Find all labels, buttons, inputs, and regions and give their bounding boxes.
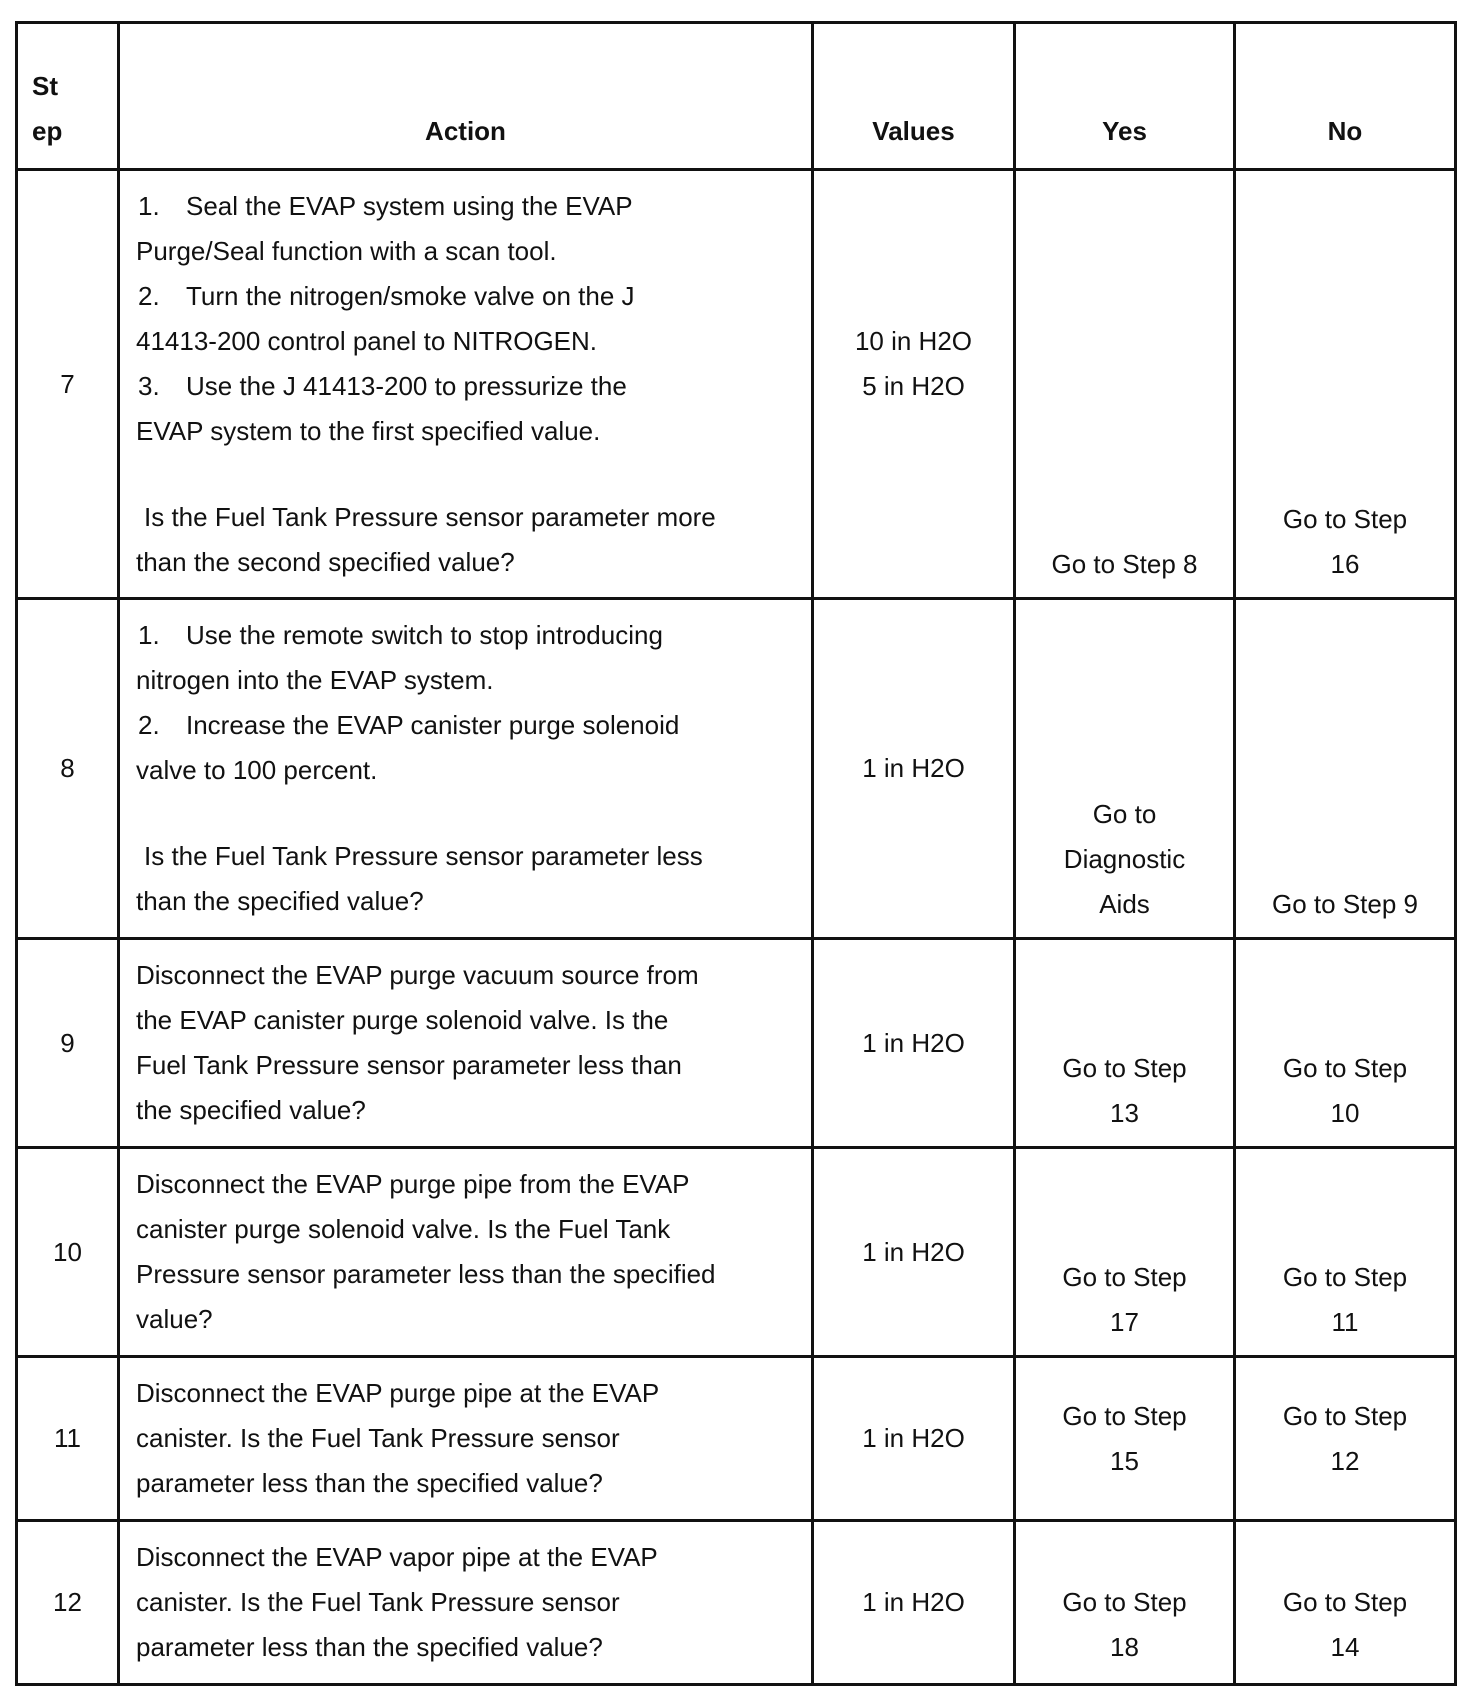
action-item: 3. Use the J 41413-200 to pressurize the bbox=[138, 370, 627, 401]
step-number: 9 bbox=[17, 939, 119, 1148]
action-cell: 1. Seal the EVAP system using the EVAP Purge/Seal function with a scan tool. 2. Turn the nitrogen/smoke valve on the J 41413-200 control panel to NITROGEN. 3. Use the J 41413-200 to pressurize the EVAP system to the first specified value. Is the Fuel Tank Pressure sensor parameter more than the second specified value? bbox=[119, 170, 813, 599]
values-cell: 10 in H2O 5 in H2O bbox=[813, 170, 1015, 599]
header-yes: Yes bbox=[1015, 23, 1235, 170]
values-cell: 1 in H2O bbox=[813, 599, 1015, 939]
yes-cell: Go to Step 18 bbox=[1015, 1521, 1235, 1685]
step-number: 11 bbox=[17, 1357, 119, 1521]
action-cell: Disconnect the EVAP purge pipe at the EVAP canister. Is the Fuel Tank Pressure sensor parameter less than the specified value? bbox=[119, 1357, 813, 1521]
header-action: Action bbox=[119, 23, 813, 170]
yes-cell: Go to Step 13 bbox=[1015, 939, 1235, 1148]
action-item: 1. Seal the EVAP system using the EVAP bbox=[138, 190, 633, 221]
table-row bbox=[17, 599, 1456, 939]
action-cell: Disconnect the EVAP purge pipe from the EVAP canister purge solenoid valve. Is the Fuel Tank Pressure sensor parameter less than the specified value? bbox=[119, 1148, 813, 1357]
no-cell: Go to Step 9 bbox=[1235, 599, 1456, 939]
no-cell: Go to Step 14 bbox=[1235, 1521, 1456, 1685]
action-item: 2. Increase the EVAP canister purge solenoid bbox=[138, 710, 680, 740]
table-row bbox=[17, 170, 1456, 599]
step-number: 7 bbox=[17, 170, 119, 599]
yes-cell: Go to Step 17 bbox=[1015, 1148, 1235, 1357]
values-cell: 1 in H2O bbox=[813, 1148, 1015, 1357]
header-values: Values bbox=[813, 23, 1015, 170]
step-number: 8 bbox=[17, 599, 119, 939]
action-item: 2. Turn the nitrogen/smoke valve on the J bbox=[138, 280, 635, 311]
table-row bbox=[17, 1148, 1456, 1357]
action-question: Is the Fuel Tank Pressure sensor parameter more bbox=[144, 501, 716, 532]
values-cell: 1 in H2O bbox=[813, 939, 1015, 1148]
yes-cell: Go to Step 8 bbox=[1015, 170, 1235, 599]
action-item: 1. Use the remote switch to stop introducing bbox=[138, 620, 663, 650]
action-cell: 1. Use the remote switch to stop introducing nitrogen into the EVAP system. 2. Increase the EVAP canister purge solenoid valve to 100 percent. Is the Fuel Tank Pressure sensor parameter less than the specified value? bbox=[119, 599, 813, 939]
no-cell: Go to Step 16 bbox=[1235, 170, 1456, 599]
action-question: Is the Fuel Tank Pressure sensor parameter less bbox=[144, 841, 703, 871]
table-row bbox=[17, 939, 1456, 1148]
values-cell: 1 in H2O bbox=[813, 1357, 1015, 1521]
values-cell: 1 in H2O bbox=[813, 1521, 1015, 1685]
no-cell: Go to Step 12 bbox=[1235, 1357, 1456, 1521]
table-row bbox=[17, 1357, 1456, 1521]
action-cell: Disconnect the EVAP purge vacuum source from the EVAP canister purge solenoid valve. Is the Fuel Tank Pressure sensor parameter less than the specified value? bbox=[119, 939, 813, 1148]
table-row bbox=[17, 1521, 1456, 1685]
header-row bbox=[17, 23, 1456, 170]
no-cell: Go to Step 11 bbox=[1235, 1148, 1456, 1357]
action-cell: Disconnect the EVAP vapor pipe at the EVAP canister. Is the Fuel Tank Pressure sensor parameter less than the specified value? bbox=[119, 1521, 813, 1685]
header-no: No bbox=[1235, 23, 1456, 170]
step-number: 10 bbox=[17, 1148, 119, 1357]
diagnostic-table bbox=[15, 21, 1457, 1686]
no-cell: Go to Step 10 bbox=[1235, 939, 1456, 1148]
yes-cell: Go to Step 15 bbox=[1015, 1357, 1235, 1521]
header-step: St ep bbox=[17, 23, 119, 170]
step-number: 12 bbox=[17, 1521, 119, 1685]
yes-cell: Go to Diagnostic Aids bbox=[1015, 599, 1235, 939]
